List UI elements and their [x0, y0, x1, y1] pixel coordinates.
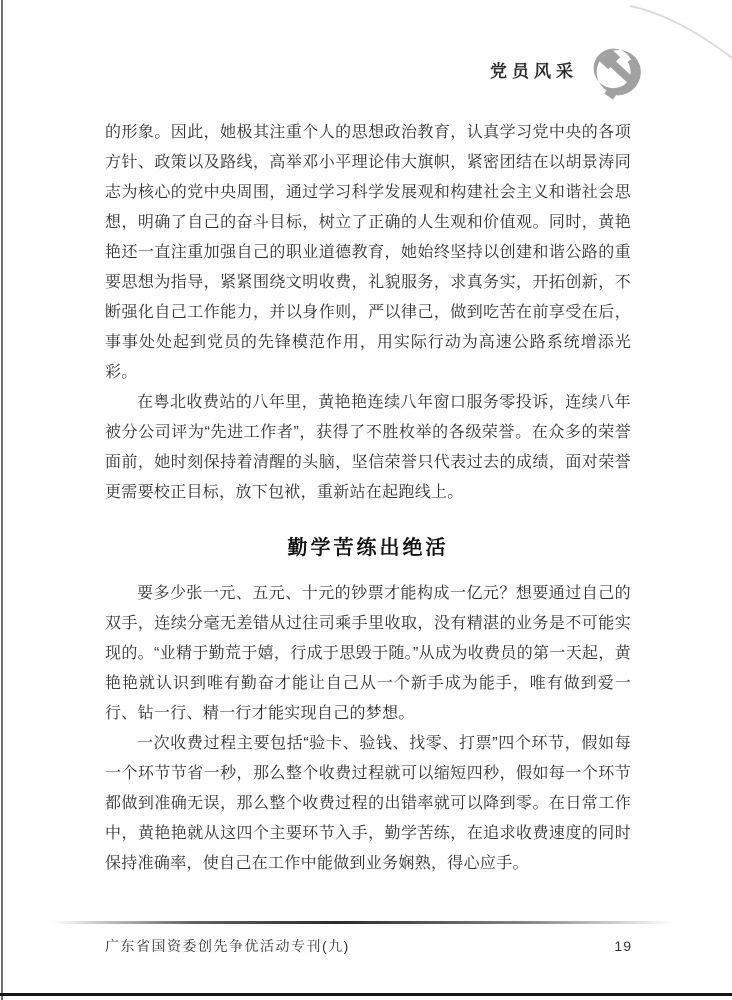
column-title: 党员风采 — [490, 61, 578, 81]
paragraph-4: 一次收费过程主要包括“验卡、验钱、找零、打票”四个环节，假如每一个环节节省一秒，那么整个收费过程就可以缩短四秒，假如每一个环节都做到准确无误，那么整个收费过程的出错率就可以降到零。在日常工作中，黄艳艳就从这四个主要环节入手，勤学苦练，在追求收费速度的同时保持准确率，使自己在工作中能做到业务娴熟，得心应手。 — [105, 735, 631, 872]
page-bottom-edge — [0, 993, 732, 996]
article-body — [105, 118, 631, 879]
page-header — [490, 42, 644, 100]
page-number: 19 — [614, 938, 632, 954]
paragraph-3: 要多少张一元、五元、十元的钞票才能构成一亿元？想要通过自己的双手，连续分毫无差错从过往司乘手里收取，没有精湛的业务是不可能实现的。“业精于勤荒于嬉，行成于思毁于随。”从成为收费员的第一天起，黄艳艳就认识到唯有勤奋才能让自己从一个新手成为能手，唯有做到爱一行、钻一行、精一行才能实现自己的梦想。 — [105, 585, 631, 722]
section-heading: 勤学苦练出绝活 — [287, 537, 449, 559]
page-left-edge — [1, 0, 3, 1000]
paragraph-2: 在粤北收费站的八年里，黄艳艳连续八年窗口服务零投诉，连续八年被分公司评为“先进工作者”，获得了不胜枚举的各级荣誉。在众多的荣誉面前，她时刻保持着清醒的头脑，坚信荣誉只代表过去的成绩，面对荣誉更需要校正目标，放下包袱，重新站在起跑线上。 — [105, 394, 631, 501]
footer-divider — [52, 921, 686, 924]
publication-title: 广东省国资委创先争优活动专刊(九) — [105, 938, 350, 954]
paragraph-1: 的形象。因此，她极其注重个人的思想政治教育，认真学习党中央的各项方针、政策以及路线，高举邓小平理论伟大旗帜，紧密团结在以胡景涛同志为核心的党中央周围，通过学习科学发展观和构建社会主义和谐社会思想，明确了自己的奋斗目标，树立了正确的人生观和价值观。同时，黄艳艳还一直注重加强自己的职业道德教育，她始终坚持以创建和谐公路的重要思想为指导，紧紧围绕文明收费，礼貌服务，求真务实，开拓创新，不断强化自己工作能力，并以身作则，严以律己，做到吃苦在前享受在后，事事处处起到党员的先锋模范作用，用实际行动为高速公路系统增添光彩。 — [105, 124, 631, 381]
party-emblem-icon — [581, 37, 648, 104]
page-footer — [105, 936, 632, 956]
